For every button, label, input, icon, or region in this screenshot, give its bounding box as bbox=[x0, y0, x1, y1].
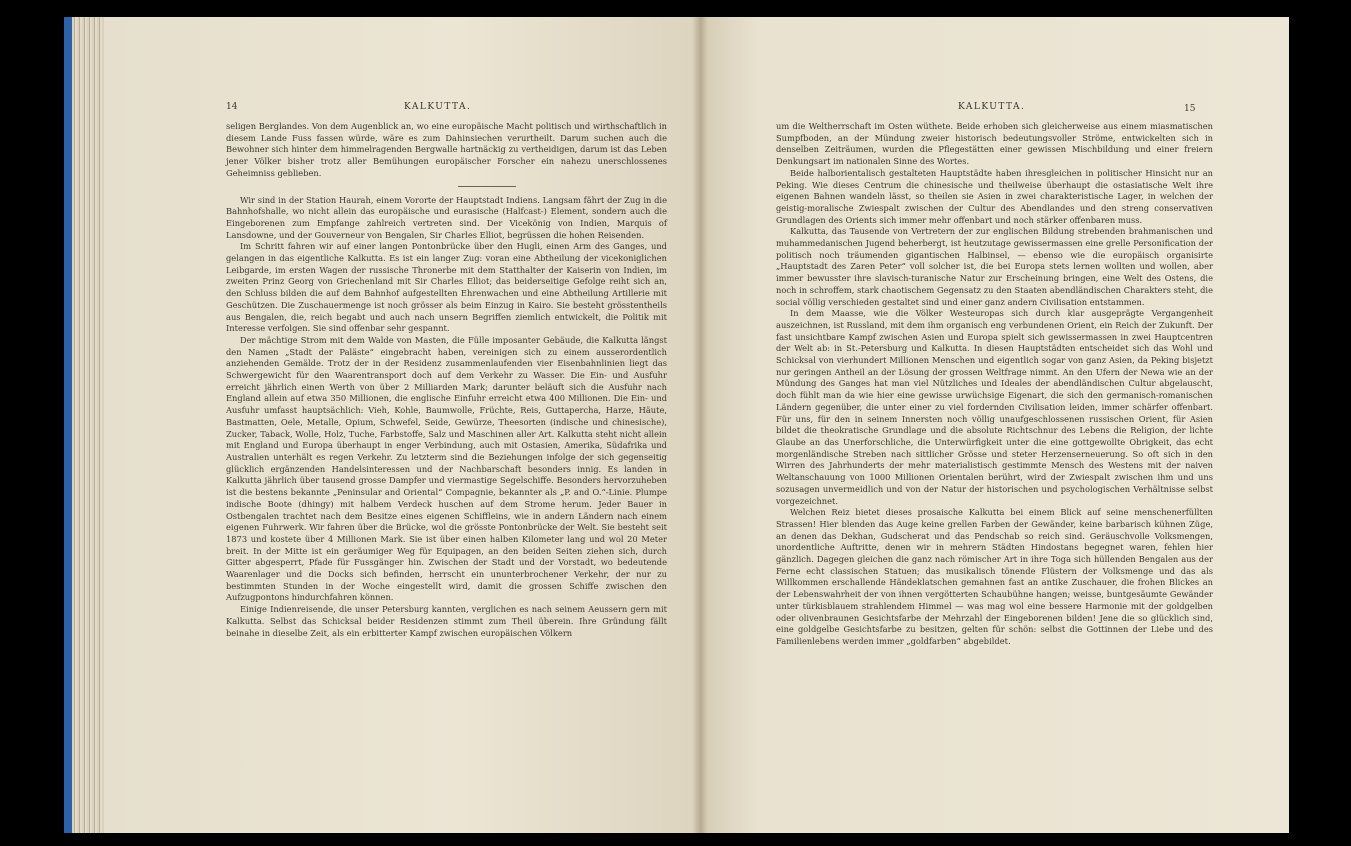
paragraph: Im Schritt fahren wir auf einer langen Pontonbrücke über den Hugli, einen Arm des Ganges, und gelangen in das eigentliche Kalkutta. Es ist ein langer Zug: voran eine Abtheilung der vicekoniglichen Leibgarde, im ersten Wagen der russische Thronerbe mit dem Statthalter der Kaiserin von Indien, im zweiten Prinz Georg von Griechenland mit Sir Charles Elliot; das beiderseitige Gefolge reiht sich an, den Schluss bilden die auf dem Bahnhof aufgestellten Ehrenwachen und eine Abtheilung Artillerie mit Geschützen. Die Zuschauermenge ist noch grösser als beim Einzug in Kairo. Sie besteht grösstentheils aus Bengalen, die, reich begabt und auch nach unsern Begriffen ziemlich entwickelt, die Politik mit Interesse verfolgen. Sie sind offenbar sehr gespannt. bbox=[226, 241, 667, 334]
left-page bbox=[104, 17, 700, 833]
page-edges bbox=[72, 17, 104, 833]
paragraph: Beide halborientalisch gestalteten Hauptstädte haben ihresgleichen in politischer Hinsicht nur an Peking. Wie dieses Centrum die chinesische und theilweise überhaupt die ostasiatische Welt ihre eigenen Bahnen wandeln lässt, so theilen sie Asien in zwei charakteristische Lager, in welchen der geistig-moralische Zwiespalt zwischen der Cultur des Abendlandes und den streng conservativen Grundlagen des Orients sich immer mehr offenbart und noch stärker offenbaren muss. bbox=[776, 167, 1213, 225]
book-cover-edge bbox=[64, 17, 72, 833]
page-number: 14 bbox=[226, 102, 238, 112]
paragraph: seligen Berglandes. Von dem Augenblick an, wo eine europäische Macht politisch und wirthschaftlich in diesem Lande Fuss fassen würde, wäre es zum Dahinsiechen verurtheilt. Darum suchen auch die Bewohner sich hinter dem himmelragenden Bergwalle hartnäckig zu vertheidigen, darum ist das Leben jener Völker bisher trotz aller Bemühungen europäischer Forscher ein nahezu unerschlossenes Geheimniss geblieben. bbox=[226, 121, 667, 178]
running-head: KALKUTTA. bbox=[958, 102, 1026, 112]
paragraph: Welchen Reiz bietet dieses prosaische Kalkutta bei einem Blick auf seine menschenerfüllten Strassen! Hier blenden das Auge keine grellen Farben der Gewänder, keine barbarisch kühnen Züge, an denen das Dekhan, Gudscherat und das Pendschab so reich sind. Geräuschvolle Volksmengen, unordentliche Auftritte, denen wir in mehrern Städten Hindostans begegnet waren, fehlen hier gänzlich. Dagegen gleichen die ganz nach römischer Art in ihre Toga sich hüllenden Bengalen aus der Ferne echt classischen Statuen; das musikalisch tönende Flüstern der Volksmenge und das als Willkommen erschallende Händeklatschen gemahnen fast an antike Zuschauer, die frohen Blickes an der Lebenswahrheit der von ihnen vergötterten Schaubühne hangen; weisse, buntgesäumte Gewänder unter türkisblauem strahlendem Himmel — was mag wol eine bessere Harmonie mit der goldgelben oder olivenbraunen Gesichtsfarbe der Mehrzahl der Eingeborenen bilden! Jene die so glücklich sind, eine goldgelbe Gesichtsfarbe zu besitzen, gelten für schön: selbst die Gottinnen der Liebe und des Familienlebens werden immer „goldfarben“ abgebildet. bbox=[776, 507, 1213, 646]
paragraph: Wir sind in der Station Haurah, einem Vororte der Hauptstadt Indiens. Langsam fährt der Zug in die Bahnhofshalle, wo nicht allein das europäische und eurasische (Halfcast-) Element, sondern auch die Eingeborenen zum Empfange zahlreich vertreten sind. Der Vicekönig von Indien, Marquis of Lansdowne, und der Gouverneur von Bengalen, Sir Charles Elliot, begrüssen die hohen Reisenden. bbox=[226, 194, 667, 240]
running-head: KALKUTTA. bbox=[404, 102, 472, 112]
paragraph: Der mächtige Strom mit dem Walde von Masten, die Fülle imposanter Gebäude, die Kalkutta längst den Namen „Stadt der Paläste“ eingebracht haben, vereinigen sich zu einem ausserordentlich anziehenden Gemälde. Trotz der in der Residenz zusammenlaufenden vier Eisenbahnlinien liegt das Schwergewicht für den Waarentransport doch auf dem Verkehr zu Wasser. Die Ein- und Ausfuhr erreicht jährlich einen Werth von über 2 Milliarden Mark; darunter beläuft sich die Ausfuhr nach England allein auf etwa 350 Millionen, die englische Einfuhr erreicht etwa 400 Millionen. Die Ein- und Ausfuhr umfasst hauptsächlich: Vieh, Kohle, Baumwolle, Früchte, Reis, Guttapercha, Harze, Häute, Bastmatten, Oele, Metalle, Opium, Schwefel, Seide, Gewürze, Theesorten (indische und chinesische), Zucker, Taback, Wolle, Holz, Tuche, Farbstoffe, Salz und Maschinen aller Art. Kalkutta steht nicht allein mit England und Europa überhaupt in enger Verbindung, auch mit Ostasien, Amerika, Südafrika und Australien unterhält es regen Verkehr. Zu letzterm sind die Beziehungen infolge der sich gegenseitig glücklich ergänzenden Handelsinteressen und der Nachbarschaft besonders innig. Es landen in Kalkutta jährlich über tausend grosse Dampfer und viermastige Segelschiffe. Besonders hervorzuheben ist die bestens bekannte „Peninsular and Oriental“ Compagnie, bekannter als „P. and O.“-Linie. Plumpe indische Boote (dhingy) mit halbem Verdeck huschen auf dem Strome herum. Jeder Bauer in Ostbengalen trachtet nach dem Besitze eines eigenen Schiffleins, wie in andern Ländern nach einem eigenen Fuhrwerk. Wir fahren über die Brücke, wol die grösste Pontonbrücke der Welt. Sie besteht seit 1873 und kostete über 4 Millionen Mark. Sie ist über einen halben Kilometer lang und wol 20 Meter breit. In der Mitte ist ein geräumiger Weg für Equipagen, an den beiden Seiten ziehen sich, durch Gitter abgesperrt, Pfade für Fussgänger hin. Zwischen der Stadt und der Vorstadt, wo bedeutende Waarenlager und die Docks sich befinden, herrscht ein ununterbrochener Verkehr, der nur zu bestimmten Stunden in der Woche eingestellt wird, damit die grossen Schiffe zwischen den Aufzugpontons hindurchfahren können. bbox=[226, 334, 667, 603]
paragraph: Einige Indienreisende, die unser Petersburg kannten, verglichen es nach seinem Aeussern gern mit Kalkutta. Selbst das Schicksal beider Residenzen stimmt zum Theil überein. Ihre Gründung fällt beinahe in dieselbe Zeit, als ein erbitterter Kampf zwischen europäischen Völkern bbox=[226, 604, 667, 638]
paragraph: Kalkutta, das Tausende von Vertretern der zur englischen Bildung strebenden brahmanischen und muhammedanischen Jugend beherbergt, ist heutzutage gewissermassen eine grelle Personification der politisch noch träumenden gigantischen Halbinsel, — ebenso wie die europäisch organisirte „Hauptstadt des Zaren Peter“ voll solcher ist, die bei Europa stets lernen wollten und wollen, aber immer bewusster ihre slavisch-turanische Natur zur Erscheinung bringen, eine Welt des Ostens, die noch in schroffem, stark chaotischem Gegensatz zu den Staaten abendländischen Charakters steht, die social völlig verschieden gestaltet sind und einer ganz andern Civilisation entstammen. bbox=[776, 226, 1213, 307]
paragraph: um die Weltherrschaft im Osten wüthete. Beide erhoben sich gleicherweise aus einem miasmatischen Sumpfboden, an der Mündung zweier historisch bedeutungsvoller Ströme, entwickelten sich in denselben Zeiträumen, wurden die Pflegestätten einer gewissen Mischbildung und einer freiern Denkungsart im nationalen Sinne des Wortes. bbox=[776, 121, 1213, 167]
section-divider bbox=[458, 186, 516, 187]
book-spread bbox=[64, 17, 1289, 833]
page-body bbox=[776, 121, 1213, 648]
right-page bbox=[700, 17, 1289, 833]
paragraph: In dem Maasse, wie die Völker Westeuropas sich durch klar ausgeprägte Vergangenheit auszeichnen, ist Russland, mit dem ihm organisch eng verbundenen Orient, ein Reich der Zukunft. Der fast unsichtbare Kampf zwischen Asien und Europa spielt sich gewissermassen in zwei Hauptcentren der Welt ab: in St.-Petersburg und Kalkutta. In diesen Hauptstädten entscheidet sich das Wohl und Schicksal von vierhundert Millionen Menschen und eigentlich sogar von ganz Asien, da Peking bisjetzt nur geringen Antheil an der Lösung der grossen Weltfrage nimmt. An den Ufern der Newa wie an der Mündung des Ganges hat man viel Nützliches und Ideales der abendländischen Cultur abgelauscht, doch fühlt man da wie hier eine gewisse urwüchsige Eigenart, die sich den germanisch-romanischen Ländern gegenüber, die unter einer zu viel fordernden Civilisation leiden, immer schärfer offenbart. Für uns, für den in seinem Innersten noch völlig unaufgeschlossenen russischen Orient, für Asien bildet die theokratische Grundlage und die absolute Richtschnur des Lebens die Religion, der lichte Glaube an das Unerforschliche, die Unterwürfigkeit unter die eine gottgewollte Obrigkeit, das echt morgenländische Streben nach sittlicher Grösse und steter Herzenserneuerung. So oft sich in den Wirren des Jahrhunderts der mehr materialistisch gestimmte Mensch des Westens mit der naiven Weltanschauung von 1000 Millionen Orientalen berührt, wird der Zwiespalt zwischen ihm und uns sozusagen unvermeidlich und von der Natur der historischen und psychologischen Verhältnisse selbst vorgezeichnet. bbox=[776, 308, 1213, 506]
page-body bbox=[226, 121, 667, 639]
page-number: 15 bbox=[1184, 104, 1196, 114]
book-gutter bbox=[692, 17, 708, 833]
